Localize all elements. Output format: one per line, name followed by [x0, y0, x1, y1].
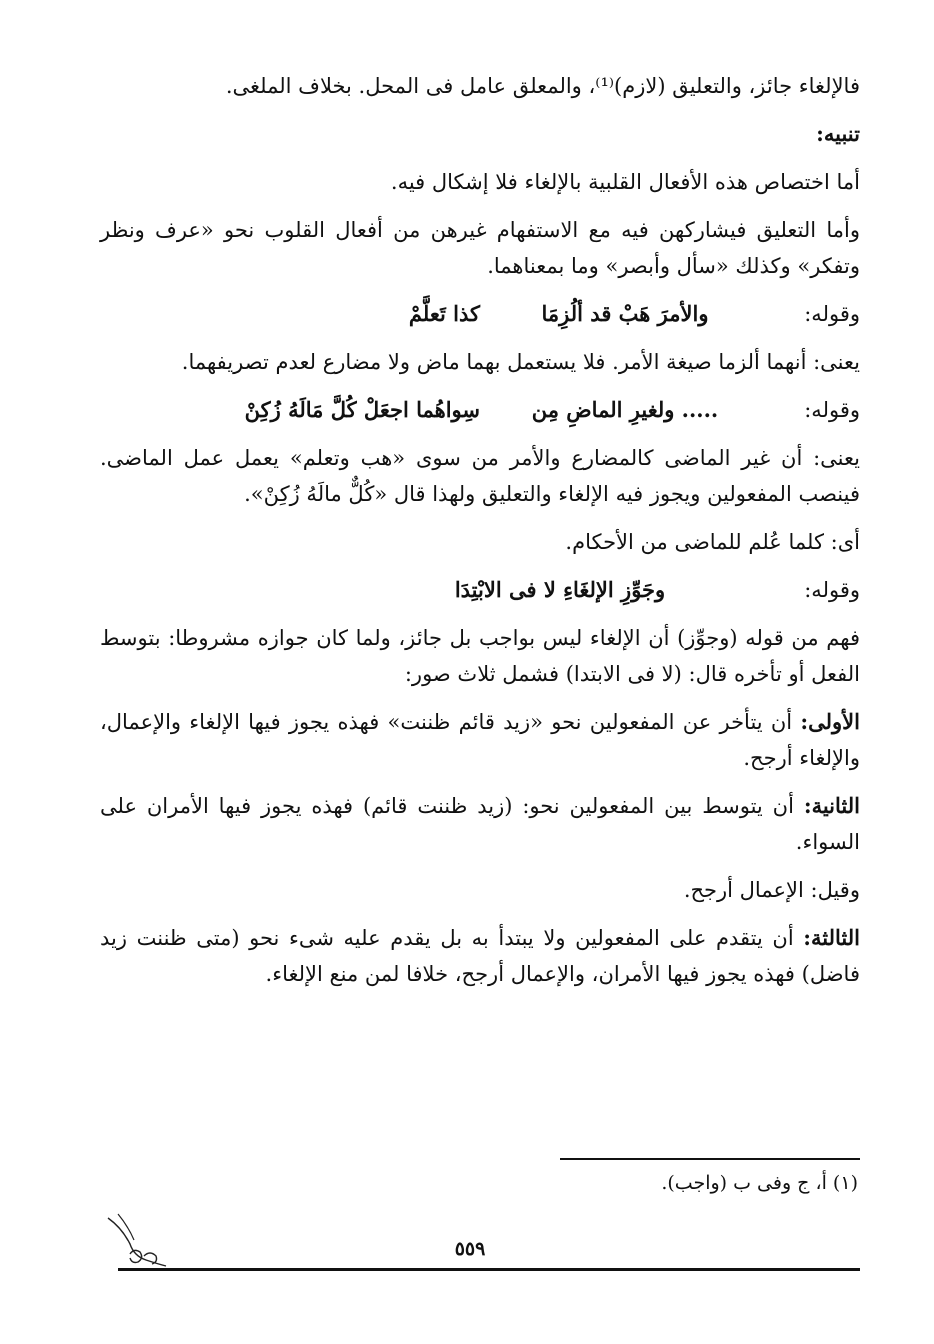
footnote: (١) أ، ج وفى ب (واجب).: [661, 1172, 858, 1194]
verse-2: [100, 392, 860, 428]
paragraph-8: يعنى: أن غير الماضى كالمضارع والأمر من سوى «هب وتعلم» يعمل عمل الماضى. فينصب المفعولين ويجوز فيه الإلغاء والتعليق ولهذا قال «كُلٌّ مالَهُ زُكِنْ».: [100, 446, 860, 506]
second-case-label: الثانية:: [803, 793, 860, 818]
verse-3-intro: وقوله:: [804, 578, 860, 602]
paragraph-11: فهم من قوله (وجوِّز) أن الإلغاء ليس بواجب بل جائز، ولما كان جوازه مشروطا: بتوسط الفعل أو تأخره قال: (لا فى الابتدا) فشمل ثلاث صور:: [100, 626, 860, 686]
verse-1: [100, 296, 860, 332]
bottom-rule: [118, 1268, 860, 1271]
page-number: ٥٥٩: [454, 1238, 486, 1260]
paragraph-1: فالإلغاء جائز، والتعليق (لازم)⁽¹⁾، والمعلق عامل فى المحل. بخلاف الملغى.: [225, 74, 860, 98]
heading-tanbih: تنبيه:: [816, 121, 860, 146]
paragraph-4: وأما التعليق فيشاركهن فيه مع الاستفهام غيرهن من أفعال القلوب نحو «عرف ونظر وتفكر» وكذلك «سأل وأبصر» وما بمعناهما.: [100, 218, 860, 278]
second-case-text: أن يتوسط بين المفعولين نحو: (زيد ظننت قائم) فهذه يجوز فيها الأمران على السواء.: [100, 794, 860, 854]
paragraph-3: أما اختصاص هذه الأفعال القلبية بالإلغاء فلا إشكال فيه.: [390, 170, 860, 194]
verse-2-first-hemistich: ..... ولغيرِ الماضِ مِن: [531, 397, 719, 422]
pen-scribble-icon: [100, 1210, 170, 1270]
first-case-label: الأولى:: [800, 709, 860, 734]
third-case-label: الثالثة:: [803, 925, 860, 950]
footnote-rule: [560, 1158, 860, 1160]
verse-3: [100, 572, 860, 608]
paragraph-first-case: [100, 704, 860, 776]
verse-3-hemistich: وجَوِّزِ الإلغَاءِ لا فى الابْتِدَا: [454, 577, 666, 602]
paragraph-third-case: [100, 920, 860, 992]
paragraph-14: وقيل: الإعمال أرجح.: [683, 878, 860, 902]
third-case-text: أن يتقدم على المفعولين ولا يبتدأ به بل يقدم عليه شىء نحو (متى ظننت زيد فاضل) فهذه يجوز فيها الأمران، والإعمال أرجح، خلافا لمن منع الإلغاء.: [100, 926, 860, 986]
verse-1-intro: وقوله:: [804, 302, 860, 326]
first-case-text: أن يتأخر عن المفعولين نحو «زيد قائم ظننت» فهذه يجوز فيها الإلغاء والإعمال، والإلغاء أرجح.: [100, 710, 860, 770]
paragraph-6: يعنى: أنهما ألزما صيغة الأمر. فلا يستعمل بهما ماض ولا مضارع لعدم تصريفهما.: [181, 350, 860, 374]
verse-1-first-hemistich: والأمرَ هَبْ قد ألُزِمَا: [541, 301, 709, 326]
verse-2-intro: وقوله:: [804, 398, 860, 422]
paragraph-9: أى: كلما عُلم للماضى من الأحكام.: [565, 530, 860, 554]
verse-2-second-hemistich: سِواهُما اجعَلْ كُلَّ مَالَهُ زُكِنْ: [244, 397, 480, 422]
page-body: [100, 68, 860, 1004]
paragraph-second-case: [100, 788, 860, 860]
verse-1-second-hemistich: كذا تَعلَّمْ: [408, 301, 480, 326]
